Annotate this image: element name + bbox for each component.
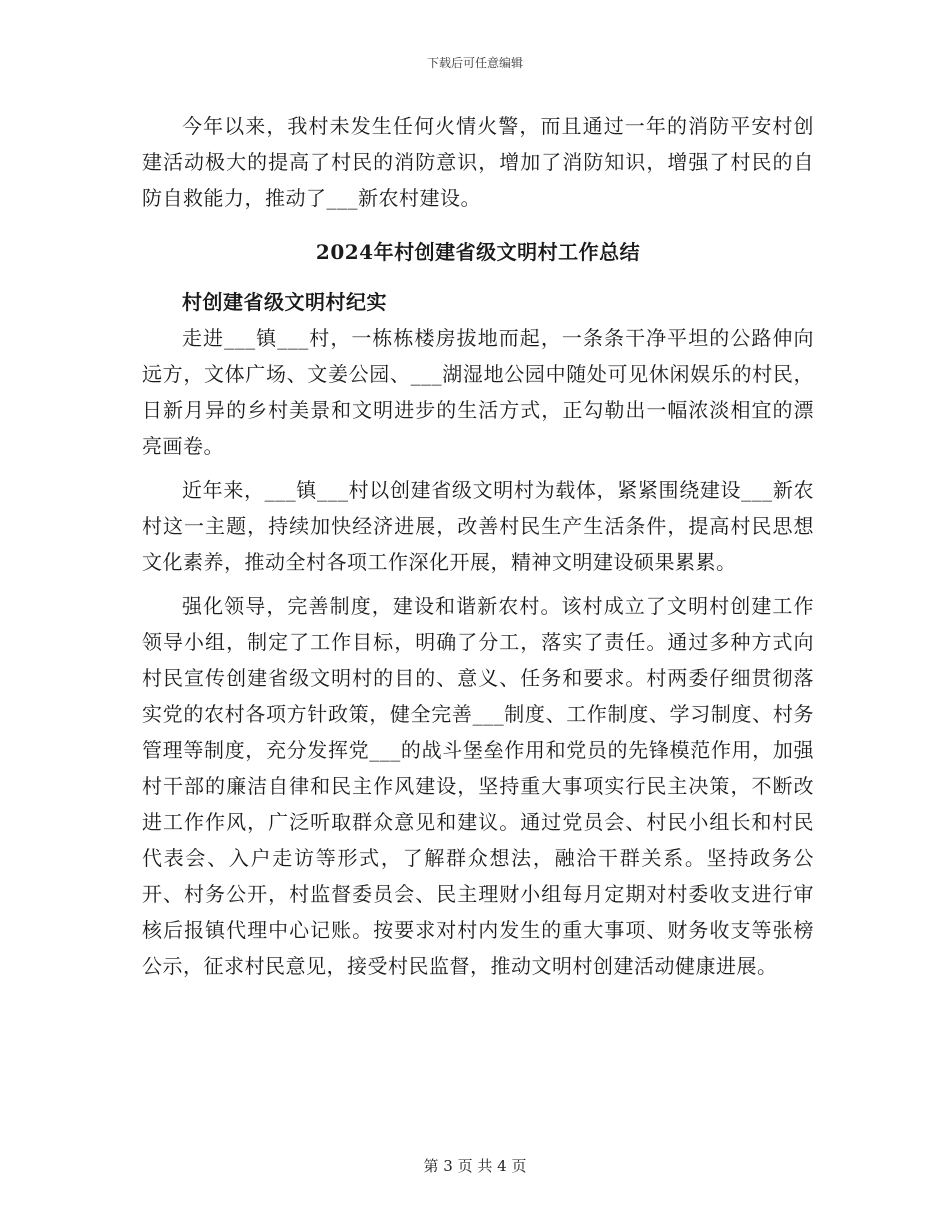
document-body [142, 108, 814, 984]
intro-paragraph: 今年以来，我村未发生任何火情火警，而且通过一年的消防平安村创建活动极大的提高了村民的消防意识，增加了消防知识，增强了村民的自防自救能力，推动了___新农村建设。 [142, 114, 814, 210]
body-paragraph: 强化领导，完善制度，建设和谐新农村。该村成立了文明村创建工作领导小组，制定了工作目标，明确了分工，落实了责任。通过多种方式向村民宣传创建省级文明村的目的、意义、任务和要求。村两委仔细贯彻落实党的农村各项方针政策，健全完善___制度、工作制度、学习制度、村务管理等制度，充分发挥党___的战斗堡垒作用和党员的先锋模范作用，加强村干部的廉洁自律和民主作风建设，坚持重大事项实行民主决策，不断改进工作作风，广泛听取群众意见和建议。通过党员会、村民小组长和村民代表会、入户走访等形式，了解群众想法，融洽干群关系。坚持政务公开、村务公开，村监督委员会、民主理财小组每月定期对村委收支进行审核后报镇代理中心记账。按要求对村内发生的重大事项、财务收支等张榜公示，征求村民意见，接受村民监督，推动文明村创建活动健康进展。 [142, 594, 814, 978]
header-note: 下载后可任意编辑 [426, 56, 523, 70]
page-number-footer: 第 3 页 共 4 页 [423, 1157, 527, 1175]
body-paragraph: 近年来，___镇___村以创建省级文明村为载体，紧紧围绕建设___新农村这一主题，持续加快经济进展，改善村民生产生活条件，提高村民思想文化素养，推动全村各项工作深化开展，精神文明建设硕果累累。 [142, 478, 814, 574]
body-paragraph: 走进___镇___村，一栋栋楼房拔地而起，一条条干净平坦的公路伸向远方，文体广场、文姜公园、___湖湿地公园中随处可见休闲娱乐的村民，日新月异的乡村美景和文明进步的生活方式，正勾勒出一幅浓淡相宜的漂亮画卷。 [142, 326, 814, 458]
document-subtitle: 村创建省级文明村纪实 [182, 290, 387, 314]
document-title: 2024年村创建省级文明村工作总结 [315, 240, 641, 264]
